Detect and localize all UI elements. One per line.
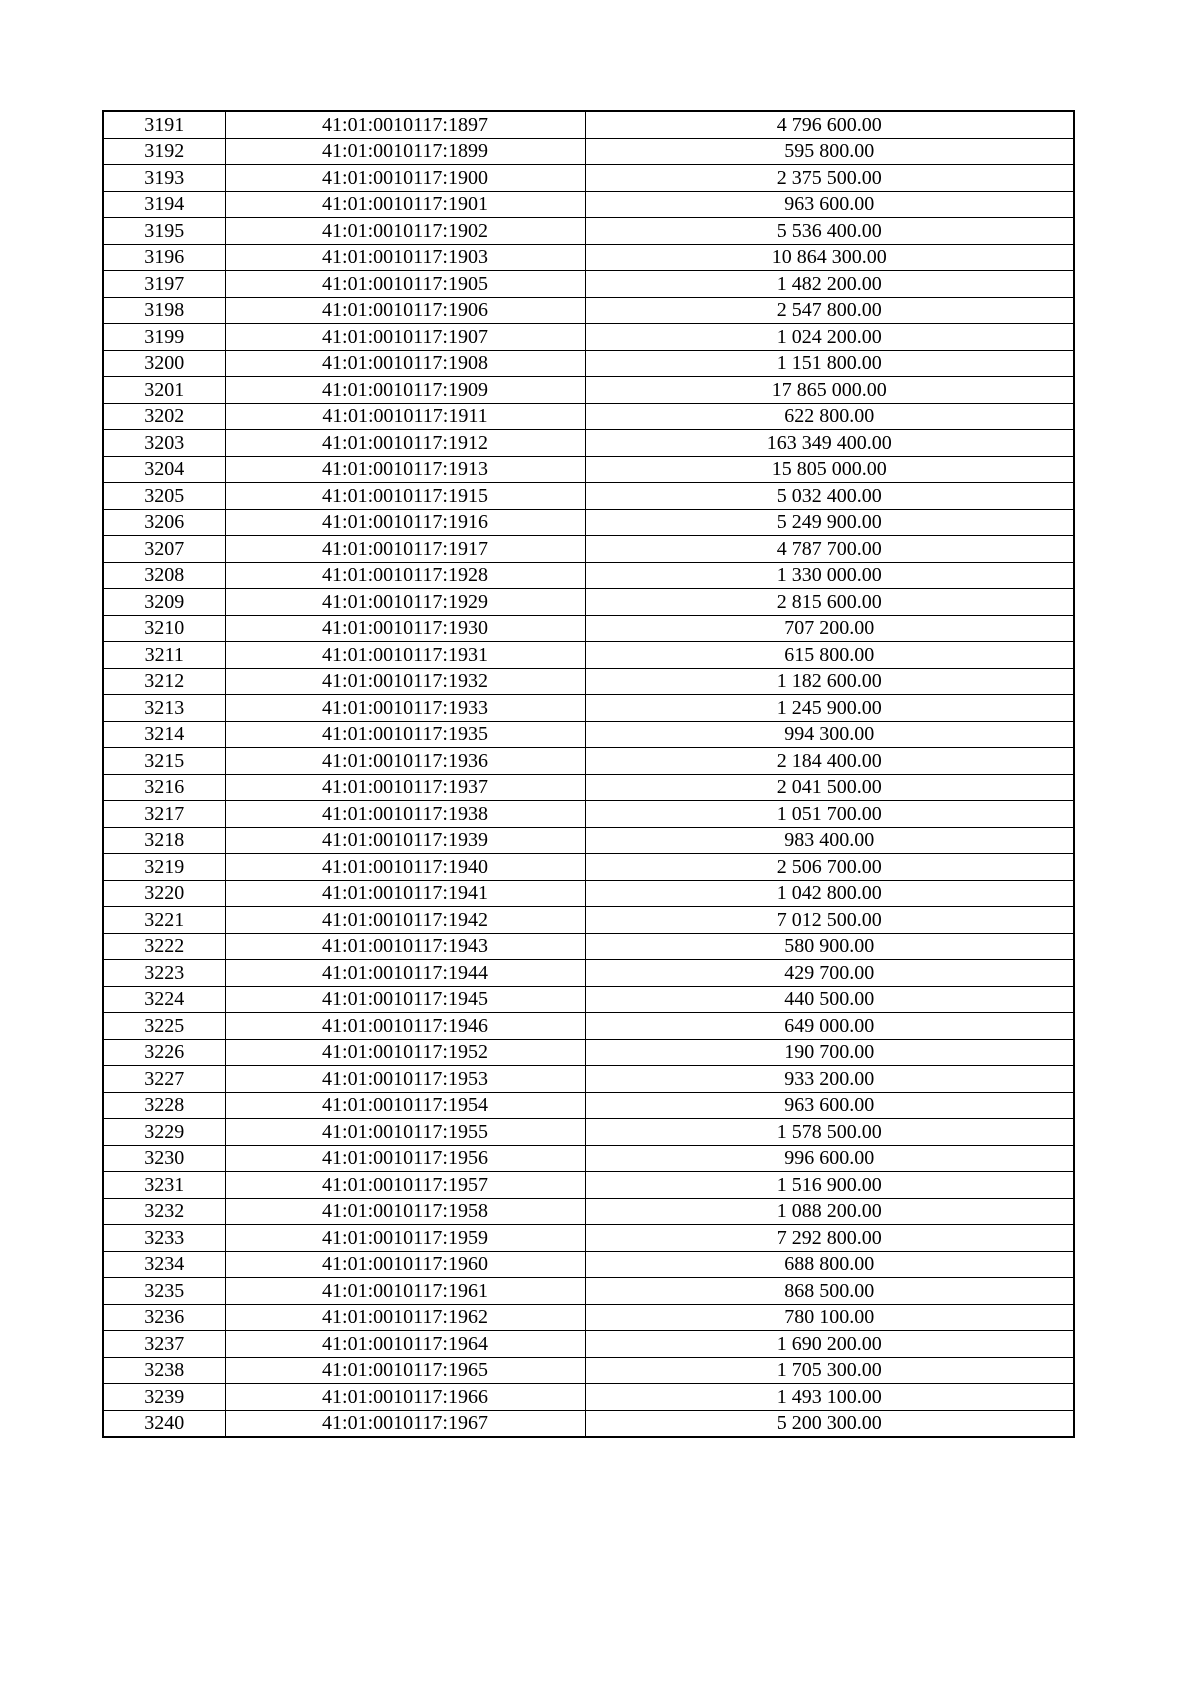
row-number-cell: 3234 bbox=[103, 1251, 225, 1278]
cadastral-value-cell: 649 000.00 bbox=[585, 1013, 1074, 1040]
cadastral-value-cell: 2 815 600.00 bbox=[585, 589, 1074, 616]
cadastral-value-cell: 1 493 100.00 bbox=[585, 1384, 1074, 1411]
cadastral-value-cell: 1 182 600.00 bbox=[585, 668, 1074, 695]
cadastral-value-cell: 1 051 700.00 bbox=[585, 801, 1074, 828]
row-number-cell: 3205 bbox=[103, 483, 225, 510]
cadastral-value-cell: 1 042 800.00 bbox=[585, 880, 1074, 907]
cadastral-number-cell: 41:01:0010117:1915 bbox=[225, 483, 585, 510]
cadastral-number-cell: 41:01:0010117:1938 bbox=[225, 801, 585, 828]
row-number-cell: 3204 bbox=[103, 456, 225, 483]
row-number-cell: 3198 bbox=[103, 297, 225, 324]
table-body bbox=[103, 111, 1074, 1437]
cadastral-value-cell: 1 482 200.00 bbox=[585, 271, 1074, 298]
cadastral-value-cell: 190 700.00 bbox=[585, 1039, 1074, 1066]
row-number-cell: 3231 bbox=[103, 1172, 225, 1199]
cadastral-number-cell: 41:01:0010117:1931 bbox=[225, 642, 585, 669]
cadastral-value-cell: 622 800.00 bbox=[585, 403, 1074, 430]
cadastral-value-cell: 17 865 000.00 bbox=[585, 377, 1074, 404]
row-number-cell: 3201 bbox=[103, 377, 225, 404]
cadastral-value-cell: 5 032 400.00 bbox=[585, 483, 1074, 510]
cadastral-number-cell: 41:01:0010117:1953 bbox=[225, 1066, 585, 1093]
cadastral-value-cell: 2 184 400.00 bbox=[585, 748, 1074, 775]
row-number-cell: 3235 bbox=[103, 1278, 225, 1305]
cadastral-number-cell: 41:01:0010117:1952 bbox=[225, 1039, 585, 1066]
cadastral-value-cell: 1 578 500.00 bbox=[585, 1119, 1074, 1146]
table-row bbox=[103, 1013, 1074, 1040]
table-row bbox=[103, 218, 1074, 245]
cadastral-number-cell: 41:01:0010117:1959 bbox=[225, 1225, 585, 1252]
cadastral-value-cell: 933 200.00 bbox=[585, 1066, 1074, 1093]
row-number-cell: 3210 bbox=[103, 615, 225, 642]
row-number-cell: 3224 bbox=[103, 986, 225, 1013]
table-row bbox=[103, 933, 1074, 960]
table-row bbox=[103, 668, 1074, 695]
cadastral-value-cell: 996 600.00 bbox=[585, 1145, 1074, 1172]
row-number-cell: 3218 bbox=[103, 827, 225, 854]
row-number-cell: 3193 bbox=[103, 165, 225, 192]
row-number-cell: 3226 bbox=[103, 1039, 225, 1066]
cadastral-value-cell: 1 088 200.00 bbox=[585, 1198, 1074, 1225]
table-row bbox=[103, 403, 1074, 430]
row-number-cell: 3217 bbox=[103, 801, 225, 828]
row-number-cell: 3195 bbox=[103, 218, 225, 245]
cadastral-value-cell: 440 500.00 bbox=[585, 986, 1074, 1013]
cadastral-number-cell: 41:01:0010117:1962 bbox=[225, 1304, 585, 1331]
row-number-cell: 3228 bbox=[103, 1092, 225, 1119]
table-row bbox=[103, 562, 1074, 589]
cadastral-value-cell: 1 330 000.00 bbox=[585, 562, 1074, 589]
cadastral-number-cell: 41:01:0010117:1929 bbox=[225, 589, 585, 616]
table-row bbox=[103, 1278, 1074, 1305]
cadastral-value-cell: 688 800.00 bbox=[585, 1251, 1074, 1278]
cadastral-number-cell: 41:01:0010117:1967 bbox=[225, 1410, 585, 1437]
table-row bbox=[103, 1066, 1074, 1093]
row-number-cell: 3229 bbox=[103, 1119, 225, 1146]
cadastral-number-cell: 41:01:0010117:1937 bbox=[225, 774, 585, 801]
table-row bbox=[103, 456, 1074, 483]
row-number-cell: 3194 bbox=[103, 191, 225, 218]
cadastral-number-cell: 41:01:0010117:1897 bbox=[225, 111, 585, 138]
cadastral-value-cell: 5 249 900.00 bbox=[585, 509, 1074, 536]
cadastral-number-cell: 41:01:0010117:1964 bbox=[225, 1331, 585, 1358]
row-number-cell: 3223 bbox=[103, 960, 225, 987]
table-row bbox=[103, 1198, 1074, 1225]
cadastral-value-cell: 994 300.00 bbox=[585, 721, 1074, 748]
table-row bbox=[103, 191, 1074, 218]
cadastral-number-cell: 41:01:0010117:1966 bbox=[225, 1384, 585, 1411]
row-number-cell: 3240 bbox=[103, 1410, 225, 1437]
cadastral-number-cell: 41:01:0010117:1933 bbox=[225, 695, 585, 722]
cadastral-value-cell: 983 400.00 bbox=[585, 827, 1074, 854]
cadastral-number-cell: 41:01:0010117:1907 bbox=[225, 324, 585, 351]
table-row bbox=[103, 1172, 1074, 1199]
row-number-cell: 3199 bbox=[103, 324, 225, 351]
table-row bbox=[103, 271, 1074, 298]
cadastral-number-cell: 41:01:0010117:1928 bbox=[225, 562, 585, 589]
cadastral-value-cell: 1 690 200.00 bbox=[585, 1331, 1074, 1358]
table-row bbox=[103, 960, 1074, 987]
cadastral-number-cell: 41:01:0010117:1932 bbox=[225, 668, 585, 695]
row-number-cell: 3222 bbox=[103, 933, 225, 960]
cadastral-value-cell: 5 536 400.00 bbox=[585, 218, 1074, 245]
row-number-cell: 3238 bbox=[103, 1357, 225, 1384]
row-number-cell: 3239 bbox=[103, 1384, 225, 1411]
cadastral-value-cell: 15 805 000.00 bbox=[585, 456, 1074, 483]
table-row bbox=[103, 1331, 1074, 1358]
table-row bbox=[103, 615, 1074, 642]
row-number-cell: 3219 bbox=[103, 854, 225, 881]
cadastral-number-cell: 41:01:0010117:1957 bbox=[225, 1172, 585, 1199]
table-row bbox=[103, 986, 1074, 1013]
row-number-cell: 3236 bbox=[103, 1304, 225, 1331]
cadastral-number-cell: 41:01:0010117:1941 bbox=[225, 880, 585, 907]
table-row bbox=[103, 589, 1074, 616]
row-number-cell: 3196 bbox=[103, 244, 225, 271]
cadastral-value-cell: 2 506 700.00 bbox=[585, 854, 1074, 881]
row-number-cell: 3230 bbox=[103, 1145, 225, 1172]
table-row bbox=[103, 1410, 1074, 1437]
cadastral-value-cell: 1 705 300.00 bbox=[585, 1357, 1074, 1384]
cadastral-number-cell: 41:01:0010117:1935 bbox=[225, 721, 585, 748]
cadastral-value-cell: 595 800.00 bbox=[585, 138, 1074, 165]
cadastral-number-cell: 41:01:0010117:1903 bbox=[225, 244, 585, 271]
cadastral-value-table bbox=[102, 110, 1075, 1438]
table-row bbox=[103, 642, 1074, 669]
table-row bbox=[103, 1304, 1074, 1331]
cadastral-number-cell: 41:01:0010117:1917 bbox=[225, 536, 585, 563]
row-number-cell: 3207 bbox=[103, 536, 225, 563]
cadastral-number-cell: 41:01:0010117:1942 bbox=[225, 907, 585, 934]
row-number-cell: 3214 bbox=[103, 721, 225, 748]
cadastral-value-cell: 1 024 200.00 bbox=[585, 324, 1074, 351]
cadastral-number-cell: 41:01:0010117:1911 bbox=[225, 403, 585, 430]
row-number-cell: 3216 bbox=[103, 774, 225, 801]
table-row bbox=[103, 350, 1074, 377]
table-row bbox=[103, 1357, 1074, 1384]
cadastral-value-cell: 1 151 800.00 bbox=[585, 350, 1074, 377]
cadastral-value-cell: 2 547 800.00 bbox=[585, 297, 1074, 324]
table-row bbox=[103, 1039, 1074, 1066]
cadastral-number-cell: 41:01:0010117:1955 bbox=[225, 1119, 585, 1146]
table-row bbox=[103, 244, 1074, 271]
row-number-cell: 3237 bbox=[103, 1331, 225, 1358]
table-row bbox=[103, 1384, 1074, 1411]
row-number-cell: 3211 bbox=[103, 642, 225, 669]
table-row bbox=[103, 377, 1074, 404]
table-row bbox=[103, 1119, 1074, 1146]
table-row bbox=[103, 536, 1074, 563]
table-row bbox=[103, 297, 1074, 324]
cadastral-value-cell: 615 800.00 bbox=[585, 642, 1074, 669]
table-row bbox=[103, 1092, 1074, 1119]
row-number-cell: 3213 bbox=[103, 695, 225, 722]
row-number-cell: 3227 bbox=[103, 1066, 225, 1093]
cadastral-value-cell: 5 200 300.00 bbox=[585, 1410, 1074, 1437]
row-number-cell: 3200 bbox=[103, 350, 225, 377]
table-row bbox=[103, 1251, 1074, 1278]
table-row bbox=[103, 138, 1074, 165]
row-number-cell: 3191 bbox=[103, 111, 225, 138]
cadastral-number-cell: 41:01:0010117:1930 bbox=[225, 615, 585, 642]
table-row bbox=[103, 695, 1074, 722]
cadastral-number-cell: 41:01:0010117:1908 bbox=[225, 350, 585, 377]
cadastral-number-cell: 41:01:0010117:1954 bbox=[225, 1092, 585, 1119]
cadastral-number-cell: 41:01:0010117:1912 bbox=[225, 430, 585, 457]
table-row bbox=[103, 854, 1074, 881]
cadastral-value-cell: 1 516 900.00 bbox=[585, 1172, 1074, 1199]
cadastral-number-cell: 41:01:0010117:1961 bbox=[225, 1278, 585, 1305]
cadastral-value-cell: 707 200.00 bbox=[585, 615, 1074, 642]
cadastral-value-cell: 2 041 500.00 bbox=[585, 774, 1074, 801]
table-row bbox=[103, 111, 1074, 138]
cadastral-number-cell: 41:01:0010117:1956 bbox=[225, 1145, 585, 1172]
cadastral-number-cell: 41:01:0010117:1944 bbox=[225, 960, 585, 987]
cadastral-number-cell: 41:01:0010117:1939 bbox=[225, 827, 585, 854]
cadastral-value-cell: 7 012 500.00 bbox=[585, 907, 1074, 934]
cadastral-value-cell: 2 375 500.00 bbox=[585, 165, 1074, 192]
cadastral-value-cell: 963 600.00 bbox=[585, 1092, 1074, 1119]
cadastral-value-cell: 4 787 700.00 bbox=[585, 536, 1074, 563]
table-row bbox=[103, 880, 1074, 907]
cadastral-value-cell: 1 245 900.00 bbox=[585, 695, 1074, 722]
cadastral-value-cell: 4 796 600.00 bbox=[585, 111, 1074, 138]
cadastral-value-cell: 780 100.00 bbox=[585, 1304, 1074, 1331]
row-number-cell: 3197 bbox=[103, 271, 225, 298]
row-number-cell: 3220 bbox=[103, 880, 225, 907]
table-row bbox=[103, 509, 1074, 536]
cadastral-value-cell: 10 864 300.00 bbox=[585, 244, 1074, 271]
cadastral-number-cell: 41:01:0010117:1946 bbox=[225, 1013, 585, 1040]
row-number-cell: 3206 bbox=[103, 509, 225, 536]
cadastral-number-cell: 41:01:0010117:1965 bbox=[225, 1357, 585, 1384]
table-row bbox=[103, 1225, 1074, 1252]
cadastral-number-cell: 41:01:0010117:1936 bbox=[225, 748, 585, 775]
cadastral-number-cell: 41:01:0010117:1899 bbox=[225, 138, 585, 165]
row-number-cell: 3232 bbox=[103, 1198, 225, 1225]
cadastral-number-cell: 41:01:0010117:1900 bbox=[225, 165, 585, 192]
table-row bbox=[103, 907, 1074, 934]
row-number-cell: 3225 bbox=[103, 1013, 225, 1040]
table-row bbox=[103, 1145, 1074, 1172]
row-number-cell: 3215 bbox=[103, 748, 225, 775]
cadastral-value-cell: 868 500.00 bbox=[585, 1278, 1074, 1305]
table-row bbox=[103, 748, 1074, 775]
cadastral-number-cell: 41:01:0010117:1901 bbox=[225, 191, 585, 218]
cadastral-number-cell: 41:01:0010117:1916 bbox=[225, 509, 585, 536]
cadastral-number-cell: 41:01:0010117:1909 bbox=[225, 377, 585, 404]
table-row bbox=[103, 324, 1074, 351]
cadastral-number-cell: 41:01:0010117:1960 bbox=[225, 1251, 585, 1278]
table-row bbox=[103, 165, 1074, 192]
table-row bbox=[103, 483, 1074, 510]
cadastral-value-cell: 963 600.00 bbox=[585, 191, 1074, 218]
cadastral-value-cell: 163 349 400.00 bbox=[585, 430, 1074, 457]
cadastral-number-cell: 41:01:0010117:1906 bbox=[225, 297, 585, 324]
row-number-cell: 3212 bbox=[103, 668, 225, 695]
row-number-cell: 3233 bbox=[103, 1225, 225, 1252]
row-number-cell: 3209 bbox=[103, 589, 225, 616]
cadastral-number-cell: 41:01:0010117:1958 bbox=[225, 1198, 585, 1225]
cadastral-value-cell: 429 700.00 bbox=[585, 960, 1074, 987]
table-row bbox=[103, 827, 1074, 854]
table-row bbox=[103, 774, 1074, 801]
cadastral-number-cell: 41:01:0010117:1905 bbox=[225, 271, 585, 298]
table-row bbox=[103, 801, 1074, 828]
row-number-cell: 3208 bbox=[103, 562, 225, 589]
row-number-cell: 3203 bbox=[103, 430, 225, 457]
row-number-cell: 3192 bbox=[103, 138, 225, 165]
cadastral-number-cell: 41:01:0010117:1940 bbox=[225, 854, 585, 881]
cadastral-value-cell: 7 292 800.00 bbox=[585, 1225, 1074, 1252]
table-row bbox=[103, 430, 1074, 457]
row-number-cell: 3221 bbox=[103, 907, 225, 934]
cadastral-number-cell: 41:01:0010117:1943 bbox=[225, 933, 585, 960]
cadastral-number-cell: 41:01:0010117:1913 bbox=[225, 456, 585, 483]
cadastral-number-cell: 41:01:0010117:1902 bbox=[225, 218, 585, 245]
cadastral-value-cell: 580 900.00 bbox=[585, 933, 1074, 960]
cadastral-number-cell: 41:01:0010117:1945 bbox=[225, 986, 585, 1013]
row-number-cell: 3202 bbox=[103, 403, 225, 430]
table-row bbox=[103, 721, 1074, 748]
